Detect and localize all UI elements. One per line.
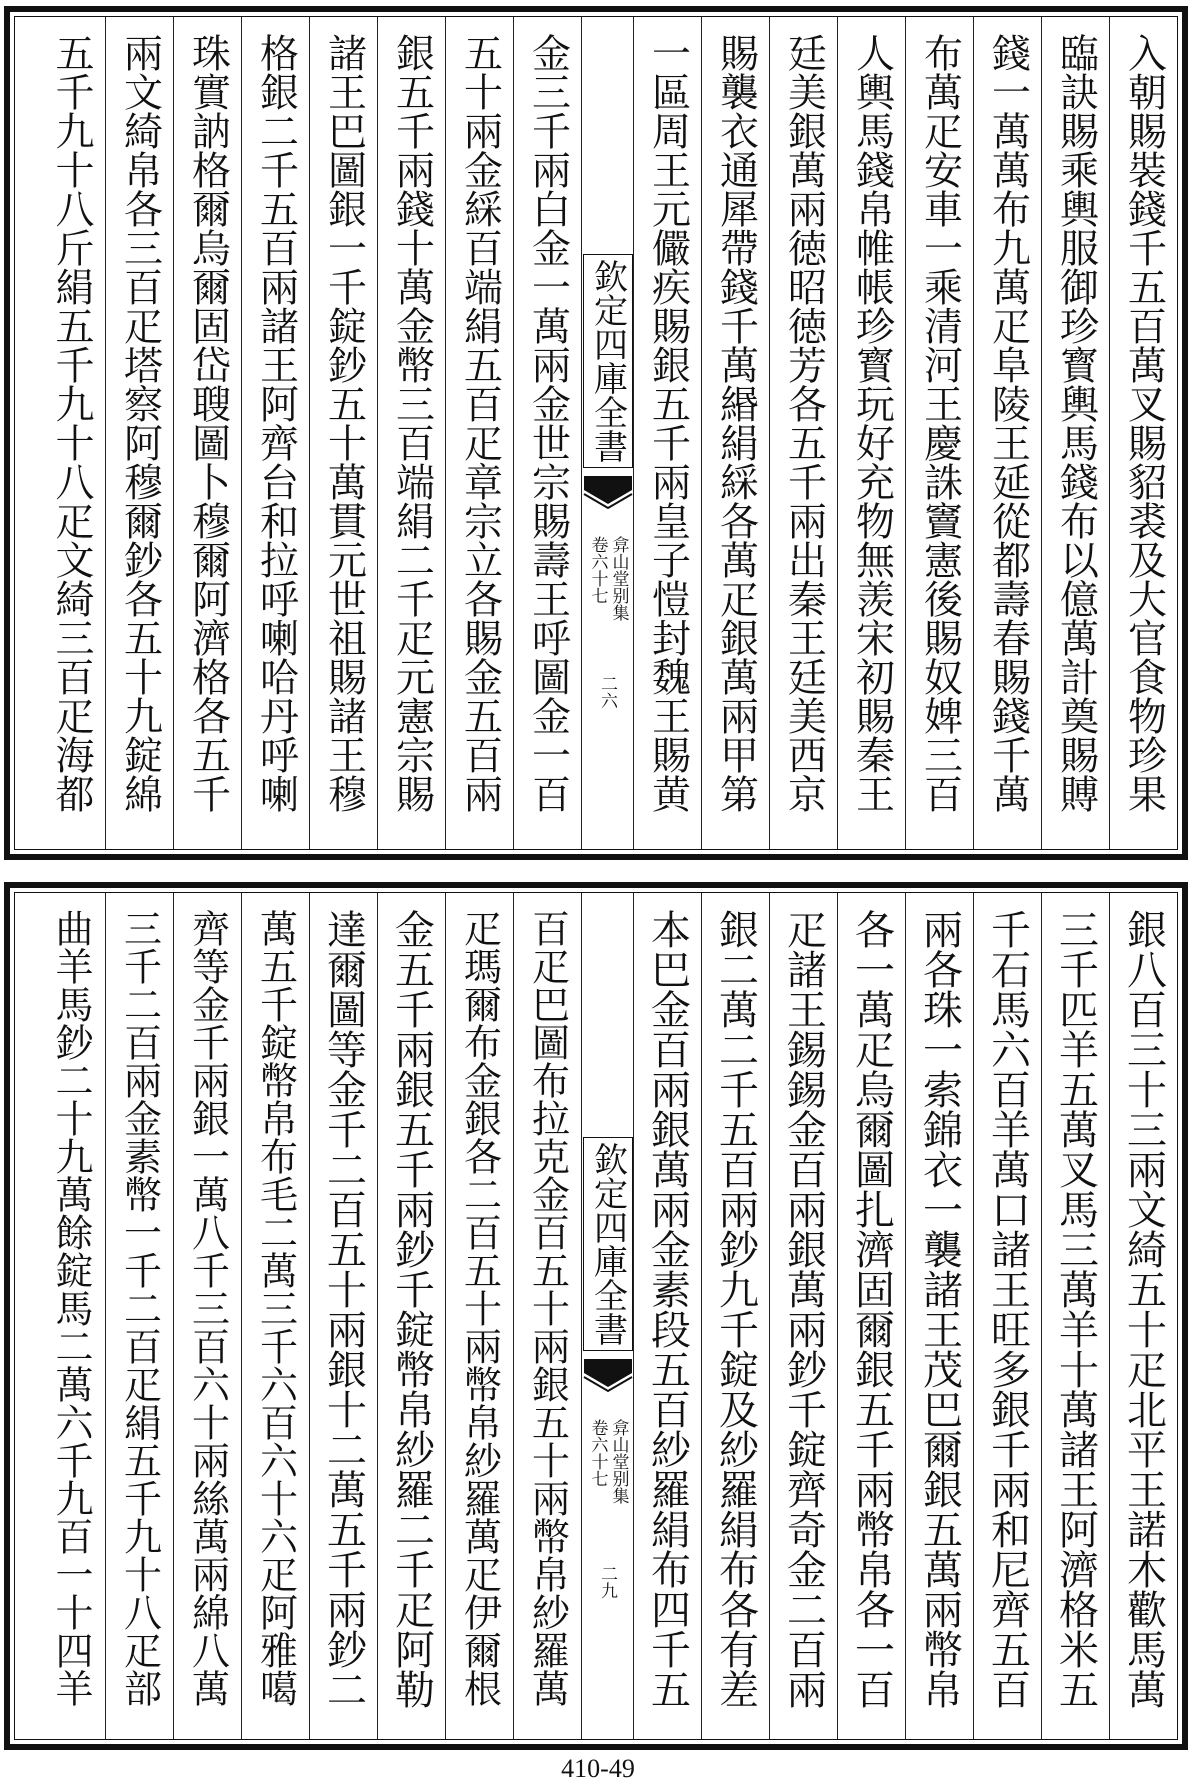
book-title: 弇山堂别集: [608, 1418, 629, 1504]
upper-text-grid: [15, 17, 1177, 849]
text-column: 銀二萬二千五百兩鈔九千錠及紗羅絹布各有差: [701, 893, 769, 1739]
fish-tail-mark-icon: [582, 474, 634, 522]
text-column: 珠實訥格爾烏爾固岱䏂圖卜穆爾阿濟格各五千: [173, 17, 241, 849]
text-column: 曲羊馬鈔二十九萬餘錠馬二萬六千九百一十四羊: [49, 909, 93, 1707]
lower-page-frame: [4, 882, 1188, 1750]
text-column: 五千九十八斤絹五千九十八疋文綺三百疋海都: [49, 33, 94, 813]
folio-number: 二六: [597, 675, 617, 709]
book-info: [588, 536, 628, 621]
text-column: 五十兩金綵百端絹五百疋章宗立各賜金五百兩: [445, 17, 513, 849]
text-column: 本巴金百兩銀萬兩金素段五百紗羅絹布四千五: [633, 893, 701, 1739]
volume-label: 卷六十七: [587, 1418, 608, 1487]
text-column: 三千二百兩金素幣一千二百疋絹五千九十八疋部: [105, 893, 173, 1739]
text-column: 金三千兩白金一萬兩金世宗賜壽王呼圖金一百: [513, 17, 581, 849]
text-column: 齊等金千兩銀一萬八千三百六十兩絲萬兩綿八萬: [173, 893, 241, 1739]
book-title: 弇山堂别集: [608, 535, 629, 621]
lower-text-grid: [15, 893, 1177, 1739]
text-column: 布萬疋安車一乘清河王慶誅竇憲後賜奴婢三百: [905, 17, 973, 849]
text-column: 銀五千兩錢十萬金幣三百端絹二千疋元憲宗賜: [377, 17, 445, 849]
book-info: [588, 1419, 628, 1504]
text-column: 賜襲衣通犀帶錢千萬緡絹綵各萬疋銀萬兩甲第: [701, 17, 769, 849]
lower-page-inner-border: [14, 892, 1178, 1740]
text-column: 臨訣賜乘輿服御珍寳輿馬錢布以億萬計奠賜賻: [1041, 17, 1109, 849]
page-number: 410-49: [561, 1754, 635, 1783]
text-column: 銀八百三十三兩文綺五十疋北平王諾木歡馬萬: [1109, 893, 1177, 1739]
text-column: 疋瑪爾布金銀各二百五十兩幣帛紗羅萬疋伊爾根: [445, 893, 513, 1739]
center-fold-column: [581, 17, 633, 849]
text-column: 入朝賜裝錢千五百萬叉賜貂裘及大官食物珍果: [1109, 17, 1177, 849]
text-column: 千石馬六百羊萬口諸王旺多銀千兩和尼齊五百: [973, 893, 1041, 1739]
text-column: 一區周王元儼疾賜銀五千兩皇子愷封魏王賜黄: [633, 17, 701, 849]
volume-label: 卷六十七: [587, 535, 608, 604]
text-column: 疋諸王錫錫金百兩銀萬兩鈔千錠齊奇金二百兩: [769, 893, 837, 1739]
upper-page-inner-border: [14, 16, 1178, 850]
text-column: 萬五千錠幣帛布毛二萬三千六百六十六疋阿雅噶: [241, 893, 309, 1739]
text-column: 錢一萬萬布九萬疋阜陵王延從都壽春賜錢千萬: [973, 17, 1041, 849]
text-column: 格銀二千五百兩諸王阿齊台和拉呼喇哈丹呼喇: [241, 17, 309, 849]
text-column: 兩文綺帛各三百疋塔察阿穆爾鈔各五十九錠綿: [105, 17, 173, 849]
text-column: 各一萬疋烏爾圖扎濟固爾銀五千兩幣帛各一百: [837, 893, 905, 1739]
center-fold-column: [581, 893, 633, 1739]
text-column: 達爾圖等金千二百五十兩銀十二萬五千兩鈔二: [309, 893, 377, 1739]
text-column: 兩各珠一索錦衣一襲諸王茂巴爾銀五萬兩幣帛: [905, 893, 973, 1739]
text-column: 金五千兩銀五千兩鈔千錠幣帛紗羅二千疋阿勒: [377, 893, 445, 1739]
fish-tail-mark-icon: [582, 1357, 634, 1405]
text-column: 廷美銀萬兩徳昭徳芳各五千兩出秦王廷美西京: [769, 17, 837, 849]
text-column: 諸王巴圖銀一千錠鈔五十萬貫元世祖賜諸王穆: [309, 17, 377, 849]
text-column: 三千匹羊五萬叉馬三萬羊十萬諸王阿濟格米五: [1041, 893, 1109, 1739]
text-column: 人輿馬錢帛帷帳珍寳玩好充物無羡宋初賜秦王: [837, 17, 905, 849]
upper-page-frame: [4, 6, 1188, 860]
folio-number: 二九: [597, 1565, 617, 1599]
series-title: 欽定四庫全書: [583, 1137, 633, 1351]
text-column: 百疋巴圖布拉克金百五十兩銀五十兩幣帛紗羅萬: [513, 893, 581, 1739]
series-title: 欽定四庫全書: [583, 254, 633, 468]
